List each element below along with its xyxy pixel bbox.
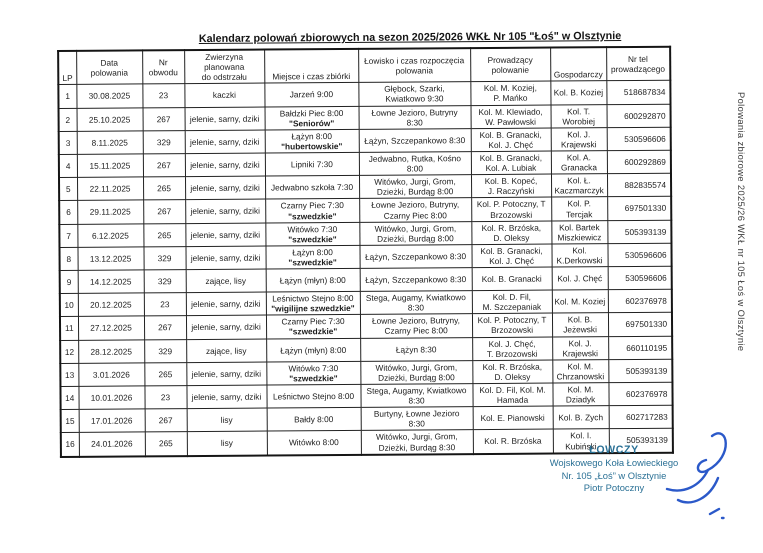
hunt-table-body [58,81,673,457]
cell-lp: 1 [58,85,76,108]
cell-meeting [266,268,360,292]
cell-date: 24.01.2026 [79,432,145,456]
cell-lp: 15 [61,410,79,433]
cell-lp: 16 [61,433,79,457]
meeting-place: Leśnictwo Stejno 8:00 [272,390,355,402]
cell-lp: 9 [60,270,78,293]
meeting-place: Czarny Piec 7:30 [281,316,345,327]
cell-grounds: Witówko, Jurgi, Grom, Dzieżki, Burdąg 8:30 [361,430,473,455]
col-header-leader: Prowadzący polowanie [470,48,550,82]
meeting-hunt-name: "szwedzkie" [288,257,337,268]
cell-lp: 11 [60,317,78,340]
meeting-place: Witówko 7:30 [288,362,339,374]
cell-leader: Kol. D. Fil, M. Szczepaniak [472,290,552,314]
cell-district: 267 [143,107,185,131]
cell-game: jelenie, sarny, dziki [185,199,265,223]
cell-leader: Kol. R. Brzóska [473,429,553,453]
cell-leader: Kol. B. Granacki, Kol. A. Lubiak [471,151,551,175]
cell-game: kaczki [184,83,264,107]
meeting-hunt-name: "wigilijne szwedzkie" [271,303,355,314]
cell-phone: 505393139 [607,220,671,244]
col-header-grounds: Łowisko i czas rozpoczęcia polowania [358,48,470,83]
cell-game: zające, lisy [186,339,266,363]
cell-date: 8.11.2025 [77,131,143,155]
cell-district: 265 [143,223,185,247]
cell-host: Kol. B. Zych [553,406,609,430]
cell-grounds: Witówko, Jurgi, Grom, Dzieżki, Burdąg 8:00 [360,360,472,384]
cell-leader: Kol. R. Brzóska, D. Oleksy [471,221,551,245]
meeting-place: Jedwabno szkoła 7:30 [270,182,354,193]
cell-district: 267 [145,409,187,433]
cell-game: jelenie, sarny, dziki [186,385,266,409]
cell-grounds: Łowne Jezioro, Butryny 8:30 [359,105,471,129]
cell-game: jelenie, sarny, dziki [186,362,266,386]
cell-game: jelenie, sarny, dziki [185,223,265,247]
col-header-phone: Nr tel prowadzącego [606,47,670,81]
cell-grounds: Łowne Jezioro, Butryny, Czarny Piec 8:00 [359,198,471,222]
cell-district: 23 [142,84,184,108]
cell-date: 17.01.2026 [79,409,145,433]
meeting-place: Bałdy 8:00 [294,414,334,425]
cell-grounds: Łążyn, Szczepankowo 8:30 [359,128,471,152]
stamp-org-line1: Wojskowego Koła Łowieckiego [549,457,679,468]
cell-district: 267 [143,200,185,224]
cell-lp: 2 [59,108,77,131]
cell-phone: 660110195 [608,336,672,360]
cell-meeting [265,245,359,269]
meeting-place: Lipniki 7:30 [290,159,333,170]
cell-district: 23 [144,293,186,317]
meeting-hunt-name: "szwedzkie" [288,326,338,337]
cell-leader: Kol. R. Brzóska, D. Oleksy [472,360,552,384]
cell-game: jelenie, sarny, dziki [185,176,265,200]
cell-meeting [265,129,359,153]
cell-phone: 518687834 [606,81,670,105]
cell-date: 13.12.2025 [77,247,143,271]
meeting-place: Łążyn 8:00 [292,246,333,258]
meeting-place: Witówko 7:30 [287,223,338,235]
cell-phone: 530596606 [608,266,672,289]
col-header-lp: LP [58,51,76,85]
cell-grounds: Łążyn, Szczepankowo 8:30 [359,244,471,268]
handwritten-signature-icon [652,428,738,526]
meeting-place: Jarzeń 9:00 [289,89,334,100]
cell-leader: Kol. D. Fil, Kol. M. Hamada [472,383,552,407]
cell-host: Kol. T. Worobiej [551,104,607,128]
cell-host: Kol. K.Derkowski [551,244,607,268]
cell-grounds: Łowne Jezioro, Butryny, Czarny Piec 8:00 [360,314,472,338]
cell-leader: Kol. B. Granacki, Kol. J. Chęć [471,128,551,152]
cell-phone: 602717283 [609,405,673,429]
cell-district: 329 [144,339,186,363]
cell-date: 27.12.2025 [78,316,144,340]
header-row [58,47,670,85]
stamp-name: Piotr Potoczny [583,482,645,494]
cell-grounds: Głębock, Szarki, Kwiatkowo 9:30 [358,82,470,106]
cell-district: 267 [144,316,186,340]
cell-lp: 6 [59,201,77,224]
cell-meeting [266,361,360,385]
col-header-meeting: Miejsce i czas zbiórki [264,49,358,83]
cell-meeting [265,199,359,223]
cell-date: 25.10.2025 [77,107,143,131]
cell-grounds: Jedwabno, Rutka, Kośno 8:00 [359,152,471,176]
cell-meeting [266,291,360,315]
cell-date: 20.12.2025 [78,293,144,317]
cell-leader: Kol. B. Kopeć, J. Raczyński [471,174,551,198]
cell-host: Kol. I. Kubiński [553,429,609,453]
cell-meeting [266,315,360,339]
cell-leader: Kol. P. Potoczny, T Brzozowski [471,197,551,221]
cell-date: 29.11.2025 [77,200,143,224]
cell-leader: Kol. P. Potoczny, T Brzozowski [472,313,552,337]
meeting-hunt-name: "hubertowskie" [281,140,343,152]
cell-date: 6.12.2025 [77,224,143,248]
cell-district: 265 [143,177,185,201]
cell-district: 265 [144,362,186,386]
cell-game: jelenie, sarny, dziki [185,130,265,154]
cell-host: Kol. Bartek Miszkiewicz [551,220,607,244]
cell-meeting [267,408,361,432]
cell-lp: 14 [60,386,78,409]
meeting-place: Łążyn (młyn) 8:00 [279,275,346,286]
cell-district: 23 [144,386,186,410]
cell-date: 15.11.2025 [77,154,143,178]
cell-district: 267 [143,154,185,178]
cell-lp: 8 [59,247,77,270]
meeting-place: Łążyn (młyn) 8:00 [280,344,347,356]
cell-phone: 505393139 [608,359,672,383]
cell-leader: Kol. E. Pianowski [473,406,553,430]
meeting-place: Leśnictwo Stejno 8:00 [272,293,354,304]
cell-game: jelenie, sarny, dziki [186,315,266,339]
cell-host: Kol. J. Krajewski [552,336,608,360]
cell-leader: Kol. M. Koziej, P. Mańko [470,81,550,105]
col-header-game: Zwierzyna planowana do odstrzału [184,50,264,84]
cell-game: jelenie, sarny, dziki [185,153,265,177]
cell-host: Kol. J. Krajewski [551,127,607,151]
cell-host: Kol. J. Chęć [552,267,608,290]
cell-meeting [265,222,359,246]
meeting-place: Łążyn 8:00 [291,130,333,142]
cell-phone: 600292870 [607,104,671,128]
cell-leader: Kol. J. Chęć, T. Brzozowski [472,337,552,361]
cell-phone: 505393139 [609,429,673,453]
cell-date: 30.08.2025 [76,84,142,108]
meeting-hunt-name: "szwedzkie" [288,233,337,245]
col-header-host: Gospodarczy [550,47,606,81]
cell-grounds: Stega, Augamy, Kwiatkowo 8:30 [360,384,472,408]
cell-host: Kol. B. Koziej [550,81,606,105]
meeting-hunt-name: "Seniorów" [288,117,335,129]
cell-meeting [265,152,359,176]
meeting-hunt-name: "szwedzkie" [288,210,337,221]
cell-host: Kol. A. Granacka [551,151,607,175]
cell-phone: 697501330 [607,197,671,221]
cell-phone: 530596606 [607,243,671,267]
cell-game: jelenie, sarny, dziki [185,246,265,270]
cell-lp: 7 [59,224,77,247]
cell-date: 3.01.2026 [78,363,144,387]
cell-game: lisy [187,431,267,455]
cell-district: 329 [143,246,185,270]
cell-date: 14.12.2025 [78,270,144,293]
cell-date: 28.12.2025 [78,339,144,363]
cell-date: 22.11.2025 [77,177,143,201]
side-note-vertical: Polowania zbiorowe 2025/26 WKŁ nr 105 Łoś w Olsztynie [736,92,746,352]
cell-host: Kol. M. Koziej [552,290,608,314]
stamp-role: ŁOWCZY [589,444,639,456]
cell-grounds: Burtyny, Łowne Jezioro 8:30 [361,407,473,431]
cell-lp: 5 [59,178,77,201]
cell-phone: 530596606 [607,127,671,151]
cell-game: jelenie, sarny, dziki [185,107,265,131]
cell-host: Kol. B. Jeżewski [552,313,608,337]
cell-lp: 4 [59,154,77,177]
cell-grounds: Witówko, Jurgi, Grom, Dzieżki, Burdąg 8:00 [359,221,471,245]
cell-game: jelenie, sarny, dziki [186,292,266,316]
cell-lp: 12 [60,340,78,363]
cell-host: Kol. Ł. Kaczmarczyk [551,174,607,198]
cell-host: Kol. P. Tercjak [551,197,607,221]
meeting-place: Witówko 8:00 [288,437,339,448]
cell-meeting [266,384,360,408]
cell-grounds: Witówko, Jurgi, Grom, Dzieżki, Burdąg 8:00 [359,175,471,199]
cell-grounds: Stega, Augamy, Kwiatkowo 8:30 [360,291,472,315]
cell-host: Kol. M. Chrzanowski [552,359,608,383]
cell-phone: 882835574 [607,173,671,197]
cell-grounds: Łążyn, Szczepankowo 8:30 [360,268,472,292]
meeting-hunt-name: "szwedzkie" [289,372,338,384]
cell-meeting [265,106,359,130]
cell-lp: 3 [59,131,77,154]
col-header-district: Nr obwodu [142,50,184,84]
cell-leader: Kol. B. Granacki, Kol. J. Chęć [471,244,551,268]
cell-grounds: Łążyn 8:30 [360,337,472,361]
hunt-calendar-table [57,46,674,458]
cell-leader: Kol. M. Klewiado, W. Pawłowski [471,105,551,129]
cell-phone: 600292869 [607,150,671,174]
cell-game: zające, lisy [186,269,266,293]
cell-host: Kol. M. Dziadyk [552,383,608,407]
cell-game: lisy [187,408,267,432]
cell-phone: 602376978 [608,382,672,406]
cell-district: 329 [143,130,185,154]
col-header-date: Data polowania [76,50,142,84]
cell-lp: 10 [60,293,78,316]
cell-meeting [264,83,358,107]
scanned-document [57,30,674,458]
cell-district: 329 [144,270,186,293]
meeting-place: Bałdzki Piec 8:00 [279,107,344,118]
cell-lp: 13 [60,363,78,386]
cell-phone: 697501330 [608,313,672,337]
cell-phone: 602376978 [608,289,672,313]
cell-meeting [266,338,360,362]
page-title: Kalendarz polowań zbiorowych na sezon 2025/2026 WKŁ Nr 105 "Łoś" w Olsztynie [198,30,622,46]
stamp-org-line2: Nr. 105 „Łoś” w Olsztynie [561,469,667,481]
meeting-place: Czarny Piec 7:30 [280,200,344,211]
cell-meeting [267,431,361,455]
cell-district: 265 [145,432,187,456]
cell-date: 10.01.2026 [78,386,144,410]
cell-leader: Kol. B. Granacki [472,267,552,291]
cell-meeting [265,176,359,200]
